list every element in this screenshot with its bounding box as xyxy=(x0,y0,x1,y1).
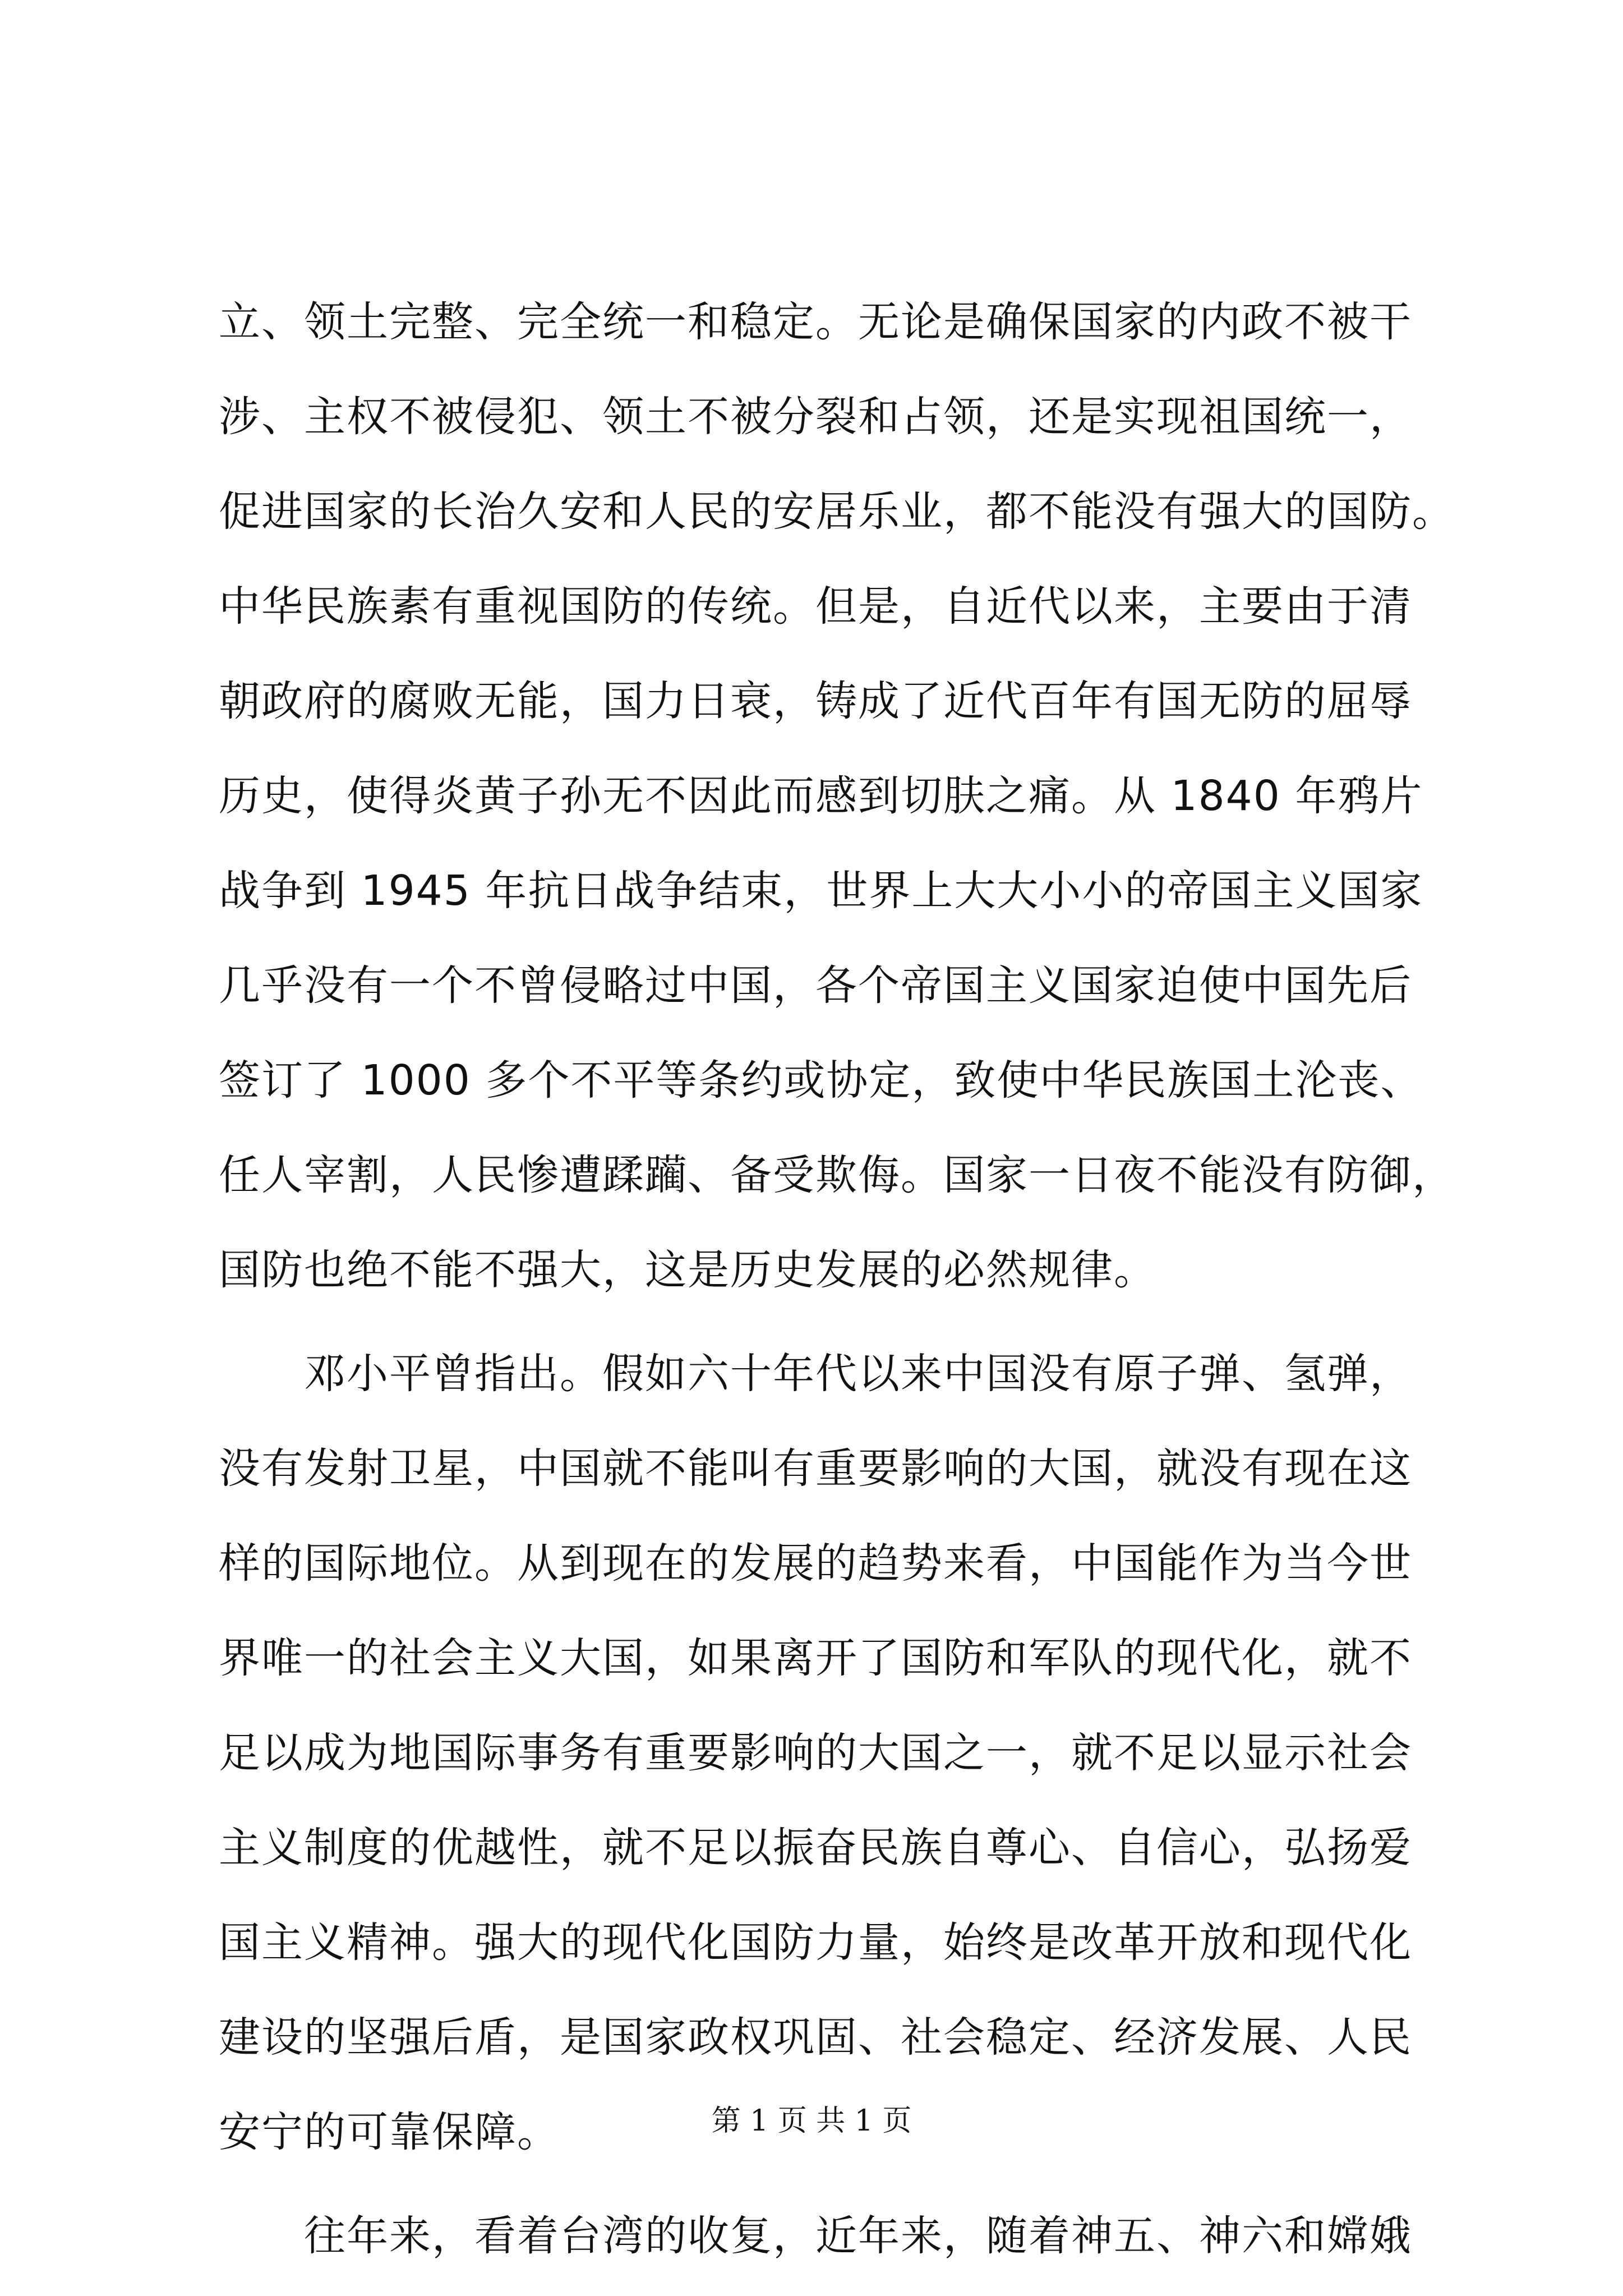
paragraph-gap xyxy=(219,2180,1486,2189)
text-line: 安宁的可靠保障。 xyxy=(219,2108,560,2156)
text-line: 建设的坚强后盾，是国家政权巩固、社会稳定、经济发展、人民 xyxy=(219,2013,1412,2062)
paragraph-gap xyxy=(219,1318,1486,1327)
text-line: 促进国家的长治久安和人民的安居乐业，都不能没有强大的国防。 xyxy=(219,487,1455,536)
text-line: 战争到 1945 年抗日战争结束，世界上大大小小的帝国主义国家 xyxy=(219,867,1423,915)
text-line: 中华民族素有重视国防的传统。但是，自近代以来，主要由于清 xyxy=(219,582,1412,631)
text-line: 任人宰割，人民惨遭蹂躏、备受欺侮。国家一日夜不能没有防御， xyxy=(219,1151,1455,1199)
text-line: 立、领土完整、完全统一和稳定。无论是确保国家的内政不被干 xyxy=(219,298,1412,346)
text-line: 足以成为地国际事务有重要影响的大国之一，就不足以显示社会 xyxy=(219,1729,1412,1777)
text-line: 主义制度的优越性，就不足以振奋民族自尊心、自信心，弘扬爱 xyxy=(219,1824,1412,1872)
body-text xyxy=(219,275,1486,2284)
text-line: 往年来，看着台湾的收复，近年来，随着神五、神六和嫦娥 xyxy=(219,2212,1412,2260)
text-line: 国防也绝不能不强大，这是历史发展的必然规律。 xyxy=(219,1246,1156,1294)
text-line: 界唯一的社会主义大国，如果离开了国防和军队的现代化，就不 xyxy=(219,1634,1412,1682)
text-line: 朝政府的腐败无能，国力日衰，铸成了近代百年有国无防的屈辱 xyxy=(219,677,1412,725)
text-line: 签订了 1000 多个不平等条约或协定，致使中华民族国土沦丧、 xyxy=(219,1056,1423,1105)
text-line: 几乎没有一个不曾侵略过中国，各个帝国主义国家迫使中国先后 xyxy=(219,961,1412,1010)
text-line: 样的国际地位。从到现在的发展的趋势来看，中国能作为当今世 xyxy=(219,1539,1412,1588)
text-line: 国主义精神。强大的现代化国防力量，始终是改革开放和现代化 xyxy=(219,1918,1412,1967)
text-line: 没有发射卫星，中国就不能叫有重要影响的大国，就没有现在这 xyxy=(219,1444,1412,1493)
page-footer: 第 1 页 共 1 页 xyxy=(711,2104,912,2138)
text-line: 邓小平曾指出。假如六十年代以来中国没有原子弹、氢弹， xyxy=(219,1350,1412,1398)
text-line: 历史，使得炎黄子孙无不因此而感到切肤之痛。从 1840 年鸦片 xyxy=(219,772,1423,820)
text-line: 涉、主权不被侵犯、领土不被分裂和占领，还是实现祖国统一， xyxy=(219,393,1412,441)
